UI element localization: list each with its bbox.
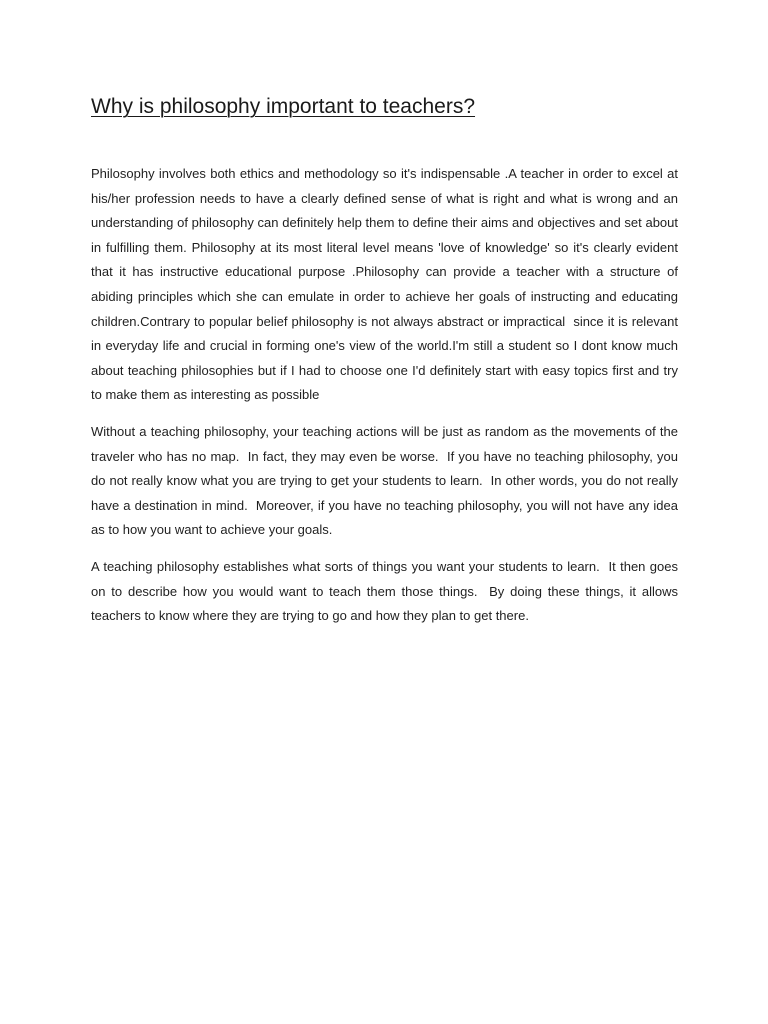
page-title: Why is philosophy important to teachers? (91, 95, 476, 118)
paragraph-1: Philosophy involves both ethics and methodology so it's indispensable .A teacher in order to excel at his/her profession needs to have a clearly defined sense of what is right and what is wrong and an understanding of philosophy can definitely help them to define their aims and objectives and set about in fulfilling them. Philosophy at its most literal level means 'love of knowledge' so it's clearly evident that it has instructive educational purpose .Philosophy can provide a teacher with a structure of abiding principles which she can emulate in order to achieve her goals of instructing and educating children.Contrary to popular belief philosophy is not always abstract or impractical since it is relevant in everyday life and crucial in forming one's view of the world.I'm still a student so I dont know much about teaching philosophies but if I had to choose one I'd definitely start with easy topics first and try to make them as interesting as possible (91, 166, 682, 403)
paragraph-2: Without a teaching philosophy, your teaching actions will be just as random as the movements of the traveler who has no map. In fact, they may even be worse. If you have no teaching philosophy, you do not really know what you are trying to get your students to learn. In other words, you do not really have a destination in mind. Moreover, if you have no teaching philosophy, you will not have any idea as to how you want to achieve your goals. (91, 423, 682, 538)
paragraph-3: A teaching philosophy establishes what sorts of things you want your students to learn. It then goes on to describe how you would want to teach them those things. By doing these things, it allows teachers to know where they are trying to go and how they plan to get there. (91, 558, 682, 624)
document-body (91, 162, 682, 641)
